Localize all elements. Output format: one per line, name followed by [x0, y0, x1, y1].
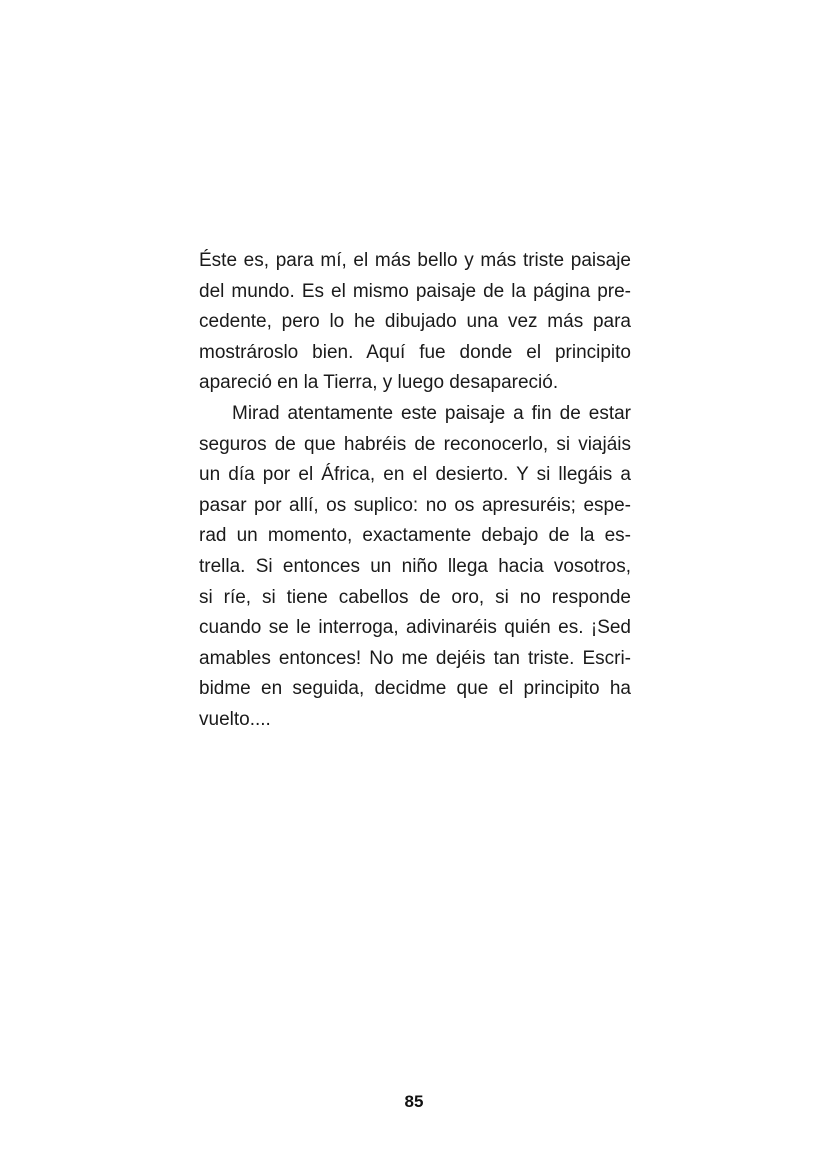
text-line: Éste es, para mí, el más bello y más triste paisaje	[199, 250, 631, 271]
text-line: amables entonces! No me dejéis tan triste. Escri-	[199, 647, 631, 669]
text-line: vuelto....	[199, 708, 271, 730]
text-line: cedente, pero lo he dibujado una vez más para	[199, 311, 631, 333]
text-line: pasar por allí, os suplico: no os apresuréis; espe-	[199, 494, 631, 516]
text-line: bidme en seguida, decidme que el principito ha	[199, 678, 631, 700]
text-line: apareció en la Tierra, y luego desapareció.	[199, 372, 559, 394]
page-number: 85	[404, 1092, 424, 1111]
text-line: Mirad atentamente este paisaje a fin de estar	[232, 402, 631, 424]
text-line: un día por el África, en el desierto. Y si llegáis a	[199, 464, 631, 486]
text-line: si ríe, si tiene cabellos de oro, si no responde	[199, 586, 631, 608]
paragraph-1	[199, 246, 631, 399]
text-line: del mundo. Es el mismo paisaje de la página pre-	[199, 280, 631, 302]
text-line: trella. Si entonces un niño llega hacia vosotros,	[199, 555, 631, 577]
text-line: rad un momento, exactamente debajo de la es-	[199, 525, 631, 547]
text-line: cuando se le interroga, adivinaréis quién es. ¡Sed	[199, 617, 631, 639]
paragraph-2	[199, 399, 631, 736]
body-text	[199, 246, 631, 736]
text-line: mostrároslo bien. Aquí fue donde el principito	[199, 341, 631, 363]
text-line: seguros de que habréis de reconocerlo, si viajáis	[199, 433, 631, 455]
